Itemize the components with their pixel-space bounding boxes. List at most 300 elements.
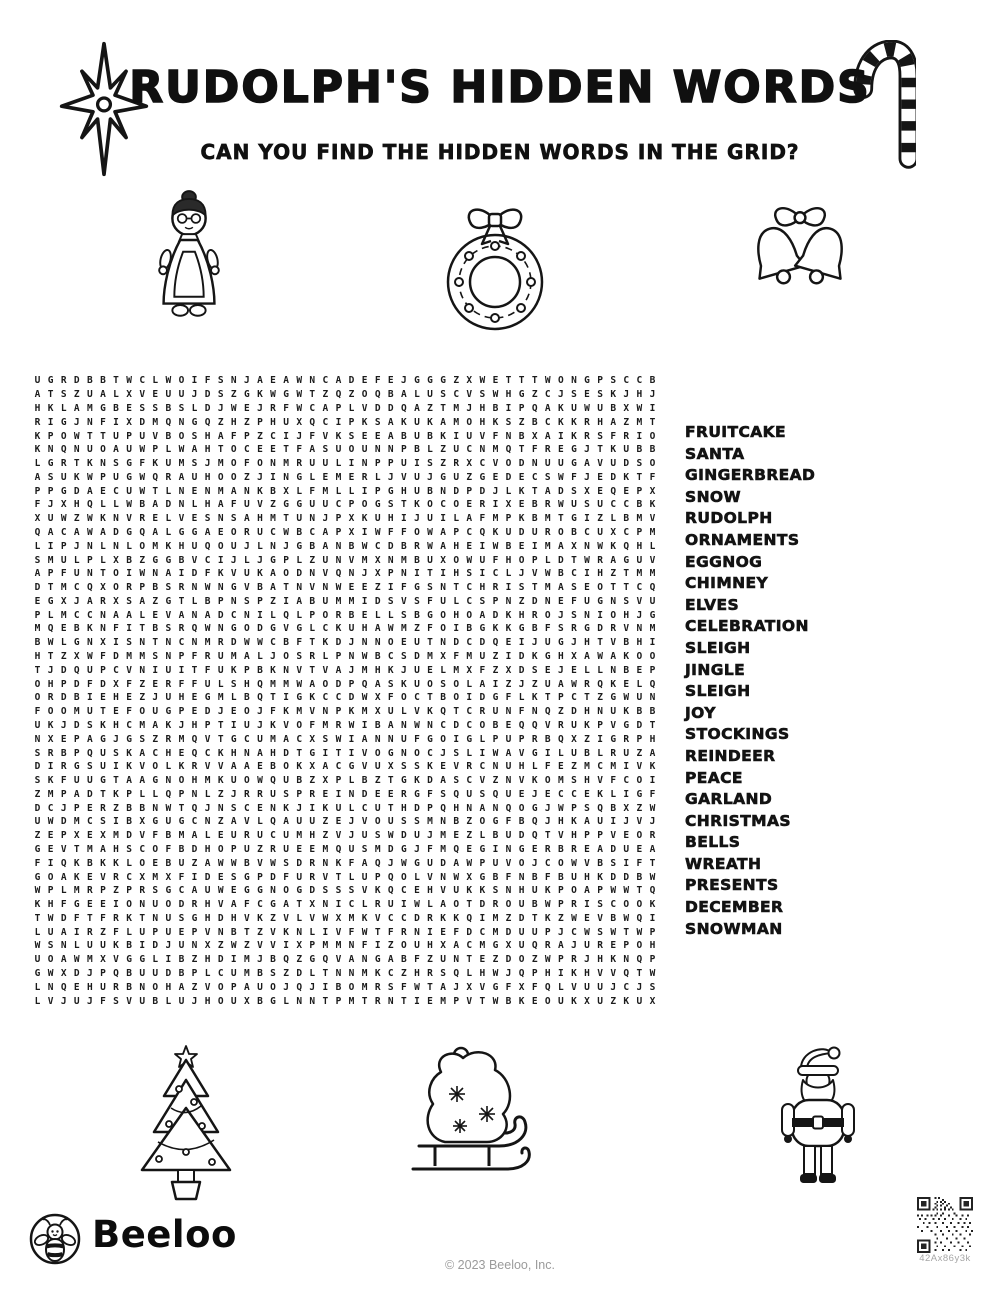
grid-letter: P	[636, 485, 643, 497]
grid-letter: X	[466, 664, 473, 676]
grid-letter: V	[178, 513, 185, 525]
grid-letter: R	[531, 609, 538, 621]
grid-letter: F	[492, 430, 499, 442]
grid-letter: G	[60, 485, 67, 497]
grid-letter: K	[126, 747, 132, 759]
grid-letter: N	[165, 637, 172, 649]
grid-letter: P	[191, 968, 198, 980]
grid-letter: M	[217, 458, 224, 470]
grid-letter: H	[34, 651, 41, 663]
grid-letter: K	[47, 402, 54, 414]
grid-letter: A	[374, 678, 381, 690]
grid-letter: E	[440, 761, 446, 773]
grid-letter: A	[244, 761, 250, 773]
grid-letter: G	[73, 761, 80, 773]
grid-letter: N	[191, 582, 198, 594]
grid-letter: P	[387, 568, 394, 580]
grid-letter: O	[60, 706, 67, 718]
grid-letter: M	[87, 843, 93, 855]
grid-letter: D	[636, 719, 643, 731]
grid-letter: K	[518, 513, 525, 525]
grid-letter: Q	[597, 802, 603, 814]
grid-letter: G	[518, 389, 525, 401]
grid-letter: V	[649, 554, 656, 566]
grid-letter: J	[401, 664, 407, 676]
grid-letter: C	[466, 637, 473, 649]
grid-letter: B	[505, 995, 512, 1007]
grid-letter: R	[244, 788, 250, 800]
grid-letter: U	[296, 513, 303, 525]
grid-letter: G	[100, 775, 106, 787]
grid-letter: S	[217, 375, 224, 387]
grid-letter: N	[244, 747, 250, 759]
grid-letter: G	[191, 912, 198, 924]
grid-letter: H	[73, 499, 80, 511]
grid-letter: U	[414, 664, 420, 676]
grid-letter: O	[100, 444, 106, 456]
grid-letter: W	[427, 526, 433, 538]
grid-letter: O	[47, 706, 54, 718]
grid-letter: U	[230, 995, 237, 1007]
grid-letter: D	[165, 499, 172, 511]
grid-letter: O	[518, 954, 525, 966]
grid-letter: P	[623, 940, 630, 952]
grid-letter: F	[296, 637, 303, 649]
grid-letter: U	[309, 499, 316, 511]
grid-letter: O	[479, 816, 486, 828]
grid-letter: Z	[296, 954, 303, 966]
grid-letter: R	[361, 471, 368, 483]
grid-letter: D	[204, 389, 211, 401]
grid-letter: U	[427, 857, 433, 869]
grid-letter: Z	[374, 582, 381, 594]
grid-letter: G	[479, 471, 486, 483]
grid-letter: X	[466, 871, 473, 883]
grid-letter: P	[217, 595, 224, 607]
grid-letter: K	[34, 899, 41, 911]
grid-letter: D	[518, 651, 525, 663]
grid-letter: C	[60, 526, 67, 538]
grid-letter: M	[440, 843, 446, 855]
grid-letter: A	[335, 375, 342, 387]
grid-letter: V	[244, 582, 250, 594]
grid-letter: P	[178, 706, 185, 718]
grid-letter: O	[113, 582, 119, 594]
grid-letter: T	[270, 692, 276, 704]
grid-letter: S	[178, 912, 185, 924]
grid-letter: P	[479, 857, 486, 869]
grid-letter: U	[335, 444, 342, 456]
grid-letter: I	[335, 899, 342, 911]
grid-letter: B	[544, 733, 551, 745]
grid-letter: H	[597, 416, 603, 428]
grid-letter: R	[544, 526, 551, 538]
grid-letter: L	[204, 788, 211, 800]
grid-letter: B	[649, 706, 656, 718]
grid-letter: T	[178, 802, 185, 814]
grid-letter: U	[165, 692, 172, 704]
grid-letter: L	[597, 747, 603, 759]
grid-letter: C	[309, 402, 316, 414]
grid-letter: K	[440, 430, 446, 442]
grid-letter: N	[584, 540, 590, 552]
grid-letter: E	[152, 678, 159, 690]
grid-letter: D	[479, 899, 486, 911]
grid-letter: T	[309, 664, 316, 676]
grid-letter: M	[87, 954, 93, 966]
grid-letter: U	[165, 926, 172, 938]
grid-letter: S	[401, 651, 407, 663]
word-list-item: BELLS	[685, 833, 741, 852]
grid-letter: G	[636, 788, 643, 800]
grid-letter: V	[217, 899, 224, 911]
grid-letter: N	[623, 954, 630, 966]
grid-letter: N	[361, 637, 368, 649]
grid-letter: K	[505, 609, 512, 621]
grid-letter: X	[505, 664, 512, 676]
grid-letter: P	[100, 471, 106, 483]
grid-letter: G	[152, 816, 159, 828]
grid-letter: U	[440, 954, 446, 966]
grid-letter: S	[518, 582, 525, 594]
grid-letter: J	[204, 802, 211, 814]
grid-letter: R	[139, 513, 146, 525]
grid-letter: R	[244, 830, 250, 842]
grid-letter: A	[283, 816, 289, 828]
grid-letter: G	[283, 499, 289, 511]
grid-letter: B	[558, 871, 564, 883]
grid-letter: Q	[60, 444, 67, 456]
grid-letter: X	[348, 513, 355, 525]
grid-letter: J	[296, 430, 303, 442]
grid-letter: J	[87, 995, 93, 1007]
grid-letter: W	[466, 857, 473, 869]
grid-letter: O	[518, 802, 525, 814]
grid-letter: P	[257, 871, 263, 883]
grid-letter: U	[165, 664, 172, 676]
grid-letter: Q	[440, 802, 446, 814]
grid-letter: T	[466, 899, 473, 911]
grid-letter: K	[505, 623, 512, 635]
grid-letter: I	[361, 526, 368, 538]
grid-letter: B	[636, 706, 643, 718]
grid-letter: D	[374, 595, 381, 607]
grid-letter: S	[191, 458, 198, 470]
grid-letter: N	[427, 719, 433, 731]
grid-letter: C	[244, 802, 250, 814]
grid-letter: O	[60, 430, 67, 442]
grid-letter: K	[100, 719, 106, 731]
grid-letter: I	[283, 940, 289, 952]
grid-letter: S	[387, 595, 394, 607]
grid-letter: Z	[73, 389, 80, 401]
grid-letter: D	[597, 623, 603, 635]
grid-letter: B	[126, 816, 132, 828]
grid-letter: A	[73, 402, 80, 414]
grid-letter: N	[204, 816, 211, 828]
grid-letter: C	[322, 375, 329, 387]
grid-letter: C	[87, 816, 93, 828]
grid-letter: W	[571, 678, 577, 690]
grid-letter: S	[440, 678, 446, 690]
grid-letter: I	[87, 692, 93, 704]
grid-letter: R	[610, 623, 617, 635]
grid-letter: O	[139, 857, 146, 869]
grid-letter: D	[296, 857, 303, 869]
grid-letter: W	[296, 402, 303, 414]
grid-letter: G	[60, 416, 67, 428]
grid-letter: O	[558, 526, 564, 538]
grid-letter: O	[440, 609, 446, 621]
grid-letter: P	[34, 609, 41, 621]
grid-letter: I	[492, 843, 499, 855]
grid-letter: Q	[531, 719, 538, 731]
grid-letter: U	[597, 816, 603, 828]
grid-letter: V	[139, 761, 146, 773]
grid-letter: E	[100, 485, 106, 497]
grid-letter: B	[531, 513, 538, 525]
grid-letter: F	[60, 775, 67, 787]
grid-letter: B	[126, 968, 132, 980]
grid-letter: G	[126, 526, 132, 538]
grid-letter: I	[348, 733, 355, 745]
grid-letter: B	[165, 430, 172, 442]
word-list-item: WREATH	[685, 854, 762, 873]
grid-letter: P	[544, 926, 551, 938]
grid-letter: C	[126, 871, 132, 883]
grid-letter: R	[427, 968, 433, 980]
grid-letter: N	[401, 568, 407, 580]
grid-letter: U	[544, 458, 551, 470]
grid-letter: O	[453, 678, 460, 690]
grid-letter: G	[440, 471, 446, 483]
grid-letter: A	[322, 761, 329, 773]
grid-letter: W	[597, 651, 603, 663]
grid-letter: P	[100, 968, 106, 980]
grid-letter: Q	[544, 981, 551, 993]
word-list-item: ORNAMENTS	[685, 530, 800, 549]
grid-letter: K	[401, 678, 407, 690]
grid-letter: V	[244, 816, 250, 828]
grid-letter: P	[335, 513, 342, 525]
grid-letter: V	[636, 816, 643, 828]
grid-letter: N	[348, 940, 355, 952]
grid-letter: F	[126, 678, 132, 690]
grid-letter: U	[531, 885, 538, 897]
grid-letter: K	[100, 513, 106, 525]
word-list-item: STOCKINGS	[685, 725, 790, 744]
qr-code-label: 42Ax86y3k	[919, 1253, 971, 1264]
grid-letter: N	[531, 706, 538, 718]
grid-letter: D	[361, 788, 368, 800]
grid-letter: D	[623, 458, 630, 470]
grid-letter: B	[73, 692, 80, 704]
grid-letter: F	[505, 981, 512, 993]
grid-letter: C	[230, 609, 237, 621]
grid-letter: S	[505, 416, 512, 428]
grid-letter: G	[374, 954, 381, 966]
grid-letter: W	[335, 582, 342, 594]
grid-letter: I	[257, 609, 263, 621]
grid-letter: I	[47, 416, 54, 428]
grid-letter: W	[34, 940, 41, 952]
grid-letter: O	[217, 981, 224, 993]
grid-letter: M	[361, 981, 368, 993]
grid-letter: W	[374, 526, 381, 538]
grid-letter: Q	[87, 747, 93, 759]
grid-letter: W	[649, 968, 656, 980]
grid-letter: B	[257, 968, 263, 980]
qr-code	[917, 1197, 973, 1253]
grid-letter: L	[531, 761, 538, 773]
grid-letter: O	[544, 775, 551, 787]
grid-letter: T	[283, 513, 289, 525]
grid-letter: X	[571, 540, 577, 552]
grid-letter: E	[466, 499, 473, 511]
grid-letter: N	[270, 458, 276, 470]
grid-letter: T	[139, 912, 146, 924]
grid-letter: C	[466, 940, 473, 952]
grid-letter: B	[152, 582, 159, 594]
grid-letter: I	[309, 802, 316, 814]
grid-letter: T	[453, 582, 460, 594]
grid-letter: A	[244, 981, 250, 993]
grid-letter: W	[558, 499, 564, 511]
grid-letter: P	[60, 540, 67, 552]
grid-letter: W	[584, 402, 590, 414]
grid-letter: A	[649, 843, 656, 855]
grid-letter: B	[361, 775, 368, 787]
grid-letter: O	[401, 692, 407, 704]
grid-letter: R	[401, 788, 407, 800]
grid-letter: B	[453, 816, 460, 828]
grid-letter: W	[414, 899, 420, 911]
grid-letter: F	[387, 692, 394, 704]
grid-letter: M	[558, 775, 564, 787]
grid-letter: U	[60, 471, 67, 483]
grid-letter: C	[623, 499, 630, 511]
grid-letter: R	[270, 402, 276, 414]
grid-letter: F	[479, 664, 486, 676]
grid-letter: Q	[610, 485, 617, 497]
grid-letter: M	[230, 651, 237, 663]
grid-letter: N	[139, 664, 146, 676]
grid-letter: N	[217, 582, 224, 594]
grid-letter: B	[531, 623, 538, 635]
grid-letter: U	[230, 540, 237, 552]
grid-letter: K	[217, 775, 224, 787]
grid-letter: K	[623, 995, 630, 1007]
grid-letter: F	[427, 623, 433, 635]
grid-letter: F	[427, 843, 433, 855]
grid-letter: G	[296, 471, 303, 483]
grid-letter: C	[361, 802, 368, 814]
grid-letter: K	[427, 706, 433, 718]
grid-letter: H	[649, 733, 656, 745]
grid-letter: I	[335, 788, 342, 800]
grid-letter: S	[348, 885, 355, 897]
grid-letter: Q	[270, 775, 276, 787]
grid-letter: U	[283, 843, 289, 855]
grid-letter: I	[453, 623, 460, 635]
grid-letter: X	[126, 389, 132, 401]
grid-letter: I	[544, 747, 551, 759]
grid-letter: D	[505, 471, 512, 483]
grid-letter: G	[296, 692, 303, 704]
grid-letter: D	[60, 692, 67, 704]
grid-letter: U	[584, 595, 590, 607]
grid-letter: T	[453, 706, 460, 718]
grid-letter: S	[361, 843, 368, 855]
grid-letter: C	[270, 637, 276, 649]
grid-letter: G	[126, 458, 132, 470]
grid-letter: B	[427, 485, 433, 497]
grid-letter: M	[296, 706, 303, 718]
grid-letter: K	[649, 761, 656, 773]
grid-letter: L	[387, 609, 394, 621]
grid-letter: U	[374, 761, 381, 773]
grid-letter: F	[571, 595, 577, 607]
grid-letter: L	[335, 458, 342, 470]
grid-letter: Z	[558, 912, 564, 924]
grid-letter: Q	[87, 499, 93, 511]
grid-letter: D	[387, 540, 394, 552]
grid-letter: A	[610, 416, 617, 428]
grid-letter: X	[165, 871, 172, 883]
grid-letter: B	[387, 389, 394, 401]
grid-letter: B	[518, 816, 525, 828]
grid-letter: G	[270, 995, 276, 1007]
grid-letter: R	[47, 747, 54, 759]
grid-letter: I	[165, 954, 172, 966]
grid-letter: U	[505, 788, 512, 800]
grid-letter: D	[270, 871, 276, 883]
grid-letter: O	[558, 375, 564, 387]
grid-letter: J	[466, 402, 473, 414]
grid-letter: L	[34, 926, 41, 938]
grid-letter: D	[60, 664, 67, 676]
grid-letter: H	[518, 761, 525, 773]
grid-letter: M	[427, 816, 433, 828]
grid-letter: Q	[453, 968, 460, 980]
grid-letter: R	[623, 733, 630, 745]
grid-letter: N	[204, 485, 211, 497]
grid-letter: C	[73, 609, 80, 621]
grid-letter: M	[47, 554, 54, 566]
grid-letter: K	[610, 389, 617, 401]
grid-letter: J	[584, 444, 590, 456]
grid-letter: C	[387, 968, 394, 980]
grid-letter: F	[270, 706, 276, 718]
grid-letter: H	[257, 513, 263, 525]
grid-letter: S	[322, 444, 329, 456]
grid-letter: W	[139, 471, 146, 483]
grid-letter: B	[492, 402, 499, 414]
grid-letter: U	[152, 706, 159, 718]
word-list-item: PEACE	[685, 768, 743, 787]
grid-letter: H	[636, 389, 643, 401]
grid-letter: F	[348, 857, 355, 869]
grid-letter: T	[322, 995, 329, 1007]
grid-letter: O	[453, 692, 460, 704]
grid-letter: V	[518, 747, 525, 759]
grid-letter: W	[87, 651, 93, 663]
grid-letter: K	[335, 857, 342, 869]
grid-letter: N	[87, 568, 93, 580]
grid-letter: S	[335, 885, 342, 897]
grid-letter: U	[283, 416, 289, 428]
grid-letter: F	[283, 871, 289, 883]
